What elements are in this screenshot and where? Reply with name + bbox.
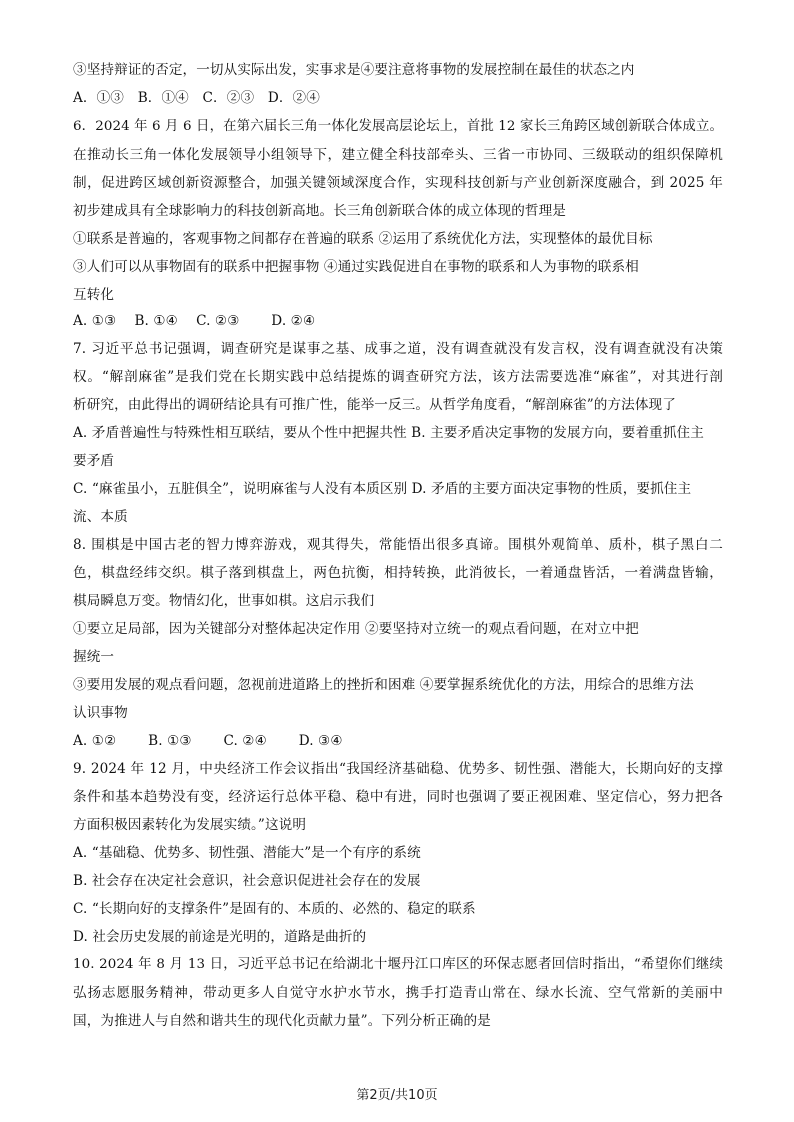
question-8-statements: ③要用发展的观点看问题，忽视前进道路上的挫折和困难 ④要掌握系统优化的方法，用综合的思维方法 xyxy=(73,677,694,693)
question-8-statements: ①要立足局部，因为关键部分对整体起决定作用 ②要坚持对立统一的观点看问题，在对立中把 xyxy=(73,621,639,637)
question-8-statements: 认识事物 xyxy=(73,705,128,721)
page-number-footer: 第2页/共10页 xyxy=(356,1088,438,1103)
question-8-stem: 8. 围棋是中国古老的智力博弈游戏，观其得失，常能悟出很多真谛。围棋外观简单、质朴，棋子黑白二 xyxy=(73,537,723,553)
option-statements-line: ③坚持辩证的否定，一切从实际出发，实事求是④要注意将事物的发展控制在最佳的状态之内 xyxy=(73,62,635,78)
question-10-stem: 10. 2024 年 8 月 13 日，习近平总书记在给湖北十堰丹江口库区的环保志愿者回信时指出，“希望你们继续 xyxy=(73,957,723,972)
question-6-statements: ①联系是普遍的，客观事物之间都存在普遍的联系 ②运用了系统优化方法，实现整体的最优目标 xyxy=(73,231,653,247)
question-7-stem: 析研究，由此得出的调研结论具有可推广性，能举一反三。从哲学角度看，“解剖麻雀”的方法体现了 xyxy=(73,397,676,413)
question-6-stem: 制，促进跨区域创新资源整合，加强关键领域深度合作，实现科技创新与产业创新深度融合，到 2025 年 xyxy=(73,175,723,191)
question-6-stem: 在推动长三角一体化发展领导小组领导下，建立健全科技部牵头、三省一市协同、三级联动的组织保障机 xyxy=(73,147,723,163)
question-7-stem: 7. 习近平总书记强调，调查研究是谋事之基、成事之道，没有调查就没有发言权，没有调查就没有决策 xyxy=(73,341,723,357)
question-6-stem: 初步建成具有全球影响力的科技创新高地。长三角创新联合体的成立体现的哲理是 xyxy=(73,203,566,219)
question-8-statements: 握统一 xyxy=(73,649,115,665)
question-9-stem: 方面积极因素转化为发展实绩。”这说明 xyxy=(73,817,307,833)
question-8-stem: 棋局瞬息万变。物情幻化，世事如棋。这启示我们 xyxy=(73,593,375,609)
question-10-stem: 国，为推进人与自然和谐共生的现代化贡献力量”。下列分析正确的是 xyxy=(73,1013,491,1029)
question-6-stem: 6．2024 年 6 月 6 日，在第六届长三角一体化发展高层论坛上，首批 12 家长三角跨区域创新联合体成立。 xyxy=(73,119,723,134)
question-9-option-a: A. “基础稳、优势多、韧性强、潜能大”是一个有序的系统 xyxy=(73,845,421,861)
question-10-stem: 弘扬志愿服务精神，带动更多人自觉守水护水节水，携手打造青山常在、绿水长流、空气常新的美丽中 xyxy=(73,985,723,1001)
question-9-option-d: D. 社会历史发展的前途是光明的，道路是曲折的 xyxy=(73,929,367,945)
question-9-stem: 9. 2024 年 12 月，中央经济工作会议指出“我国经济基础稳、优势多、韧性强、潜能大，长期向好的支撑 xyxy=(73,761,723,777)
question-7-option: C. “麻雀虽小，五脏俱全”，说明麻雀与人没有本质区别 D. 矛盾的主要方面决定事物的性质，要抓住主 xyxy=(73,481,692,497)
answer-choices-q8: A. ①② B. ①③ C. ②④ D. ③④ xyxy=(73,733,343,749)
answer-choices-q6: A. ①③ B. ①④ C. ②③ D. ②④ xyxy=(73,313,316,329)
question-9-option-c: C. “长期向好的支撑条件”是固有的、本质的、必然的、稳定的联系 xyxy=(73,901,476,917)
question-7-option: A. 矛盾普遍性与特殊性相互联结，要从个性中把握共性 B. 主要矛盾决定事物的发展方向，要着重抓住主 xyxy=(73,425,704,441)
question-7-stem: 权。“解剖麻雀”是我们党在长期实践中总结提炼的调查研究方法，该方法需要选准“麻雀”，对其进行剖 xyxy=(73,369,723,385)
question-6-statements: ③人们可以从事物固有的联系中把握事物 ④通过实践促进自在事物的联系和人为事物的联系相 xyxy=(73,259,639,275)
answer-choices-q5: A．①③ B．①④ C．②③ D．②④ xyxy=(73,90,320,106)
question-6-statements: 互转化 xyxy=(73,287,115,303)
question-8-stem: 色，棋盘经纬交织。棋子落到棋盘上，两色抗衡，相持转换，此消彼长，一着通盘皆活，一着满盘皆输， xyxy=(73,565,723,581)
question-7-option: 流、本质 xyxy=(73,509,128,525)
question-9-option-b: B. 社会存在决定社会意识，社会意识促进社会存在的发展 xyxy=(73,873,421,889)
question-7-option: 要矛盾 xyxy=(73,453,115,469)
question-9-stem: 条件和基本趋势没有变，经济运行总体平稳、稳中有进，同时也强调了要正视困难、坚定信心，努力把各 xyxy=(73,789,723,805)
